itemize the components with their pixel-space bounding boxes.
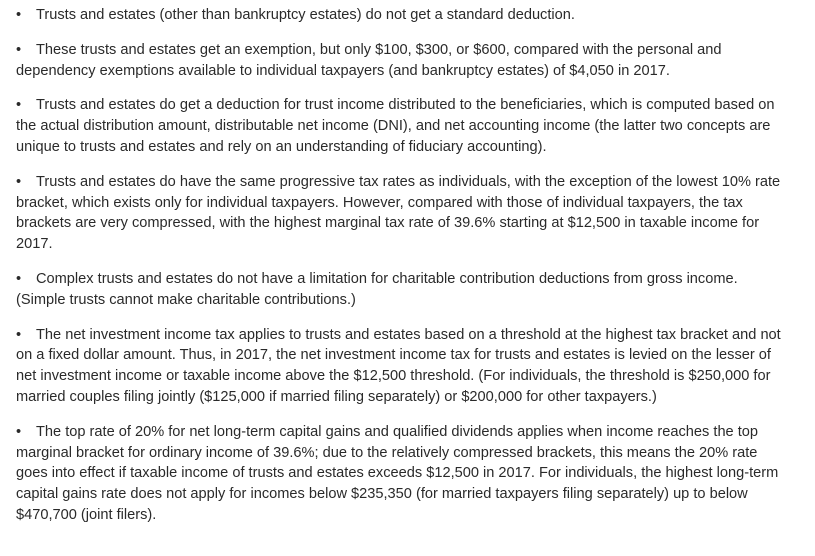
list-item-line: bracket, which exists only for individual taxpayers. However, compared with those of individual taxpayers, the tax bbox=[16, 194, 743, 211]
bullet-icon: • bbox=[16, 270, 22, 287]
list-item-line: the actual distribution amount, distributable net income (DNI), and net accounting income (the latter two concepts are bbox=[16, 118, 771, 135]
list-item-line: net investment income or taxable income above the $12,500 threshold. (For individuals, the threshold is $250,000 for bbox=[16, 368, 771, 385]
list-item-line: on a fixed dollar amount. Thus, in 2017, the net investment income tax for trusts and estates is levied on the lesser of bbox=[16, 347, 771, 364]
list-item-line: goes into effect if taxable income of trusts and estates exceeds $12,500 in 2017. For individuals, the highest long-term bbox=[16, 465, 779, 482]
list-item-line: (Simple trusts cannot make charitable contributions.) bbox=[16, 291, 356, 308]
bullet-icon: • bbox=[16, 173, 22, 190]
list-item-line: 2017. bbox=[16, 236, 53, 253]
list-item-line: • Complex trusts and estates do not have a limitation for charitable contribution deductions from gross income. bbox=[16, 269, 815, 290]
bullet-icon: • bbox=[16, 7, 22, 23]
list-item-line: brackets are very compressed, with the highest marginal tax rate of 39.6% starting at $12,500 in taxable income for bbox=[16, 215, 760, 232]
list-item-line: • These trusts and estates get an exemption, but only $100, $300, or $600, compared with the personal and bbox=[16, 40, 815, 61]
list-item bbox=[16, 5, 815, 26]
list-item-line: marginal bracket for ordinary income of 39.6%; due to the relatively compressed brackets, this means the 20% rate bbox=[16, 444, 758, 461]
list-item-line: • The net investment income tax applies to trusts and estates based on a threshold at the highest tax bracket and not bbox=[16, 325, 815, 346]
list-item bbox=[16, 269, 815, 311]
list-item bbox=[16, 40, 815, 82]
list-item-line: • Trusts and estates (other than bankruptcy estates) do not get a standard deduction. bbox=[16, 5, 815, 26]
list-item-line: • Trusts and estates do get a deduction for trust income distributed to the beneficiaries, which is computed based on bbox=[16, 95, 815, 116]
list-item-line: • Trusts and estates do have the same progressive tax rates as individuals, with the exception of the lowest 10% rate bbox=[16, 172, 815, 193]
list-item-line: unique to trusts and estates and rely on an understanding of fiduciary accounting). bbox=[16, 138, 547, 155]
bullet-icon: • bbox=[16, 326, 22, 343]
list-item-line: dependency exemptions available to individual taxpayers (and bankruptcy estates) of $4,050 in 2017. bbox=[16, 62, 670, 79]
bullet-icon: • bbox=[16, 423, 22, 440]
list-item bbox=[16, 172, 815, 255]
bullet-icon: • bbox=[16, 97, 22, 114]
list-item bbox=[16, 422, 815, 526]
list-item-line: married couples filing jointly ($125,000 if married filing separately) or $200,000 for other taxpayers.) bbox=[16, 388, 657, 405]
list-item-line: $470,700 (joint filers). bbox=[16, 506, 157, 523]
list-item bbox=[16, 325, 815, 408]
bullet-icon: • bbox=[16, 41, 22, 58]
list-item-line: • The top rate of 20% for net long-term capital gains and qualified dividends applies when income reaches the top bbox=[16, 422, 815, 443]
list-item bbox=[16, 95, 815, 157]
list-item-line: capital gains rate does not apply for incomes below $235,350 (for married taxpayers filing separately) up to below bbox=[16, 486, 748, 503]
